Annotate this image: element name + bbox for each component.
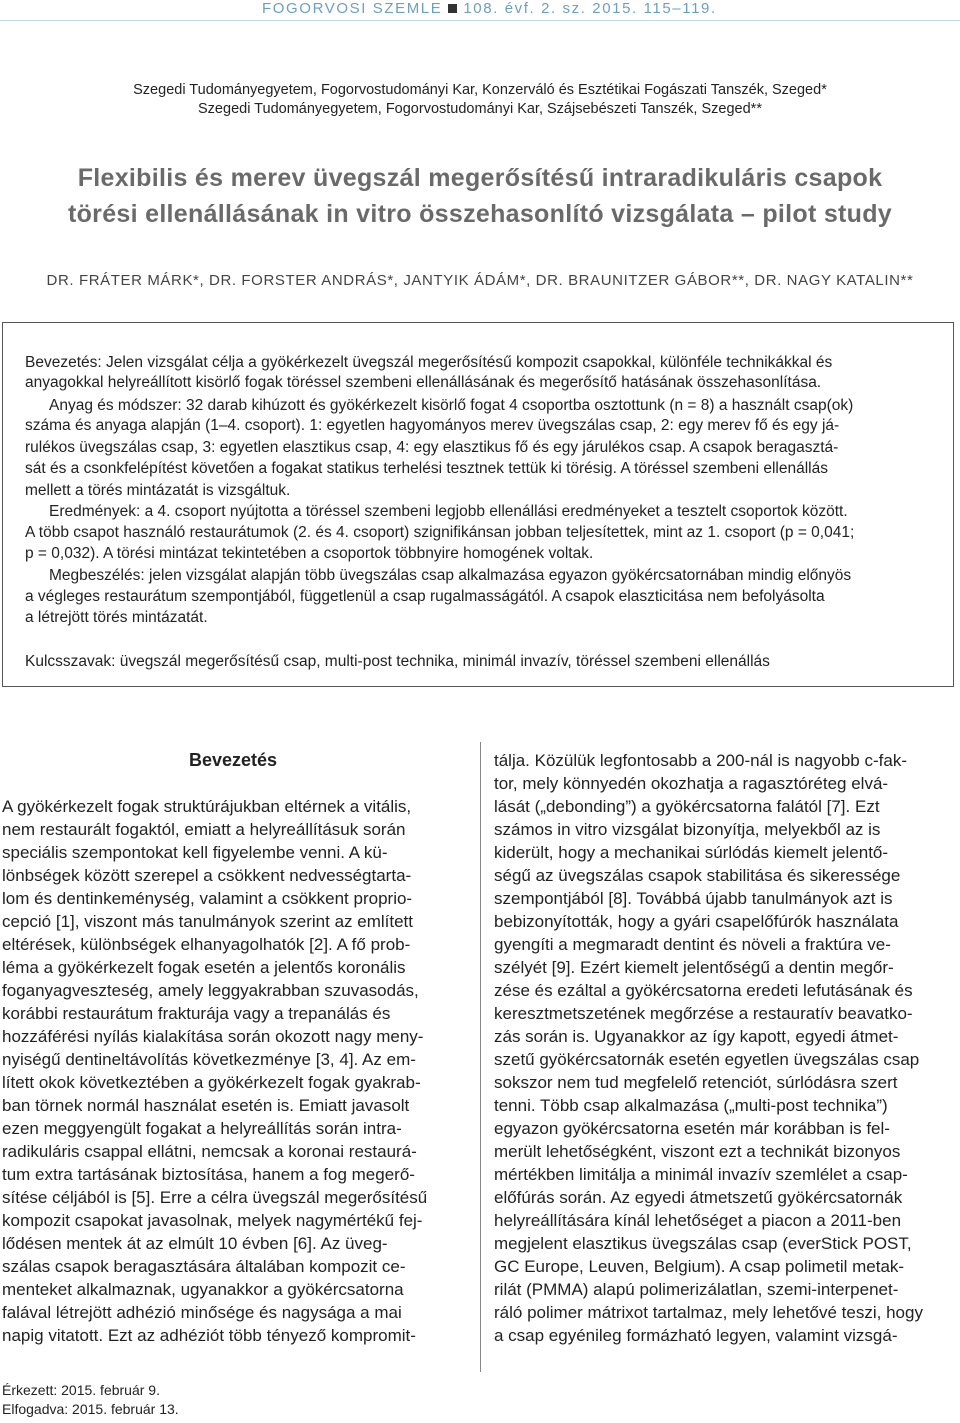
body-line: lődésen mentek át az elmúlt 10 évben [6]. Az üveg- (2, 1234, 388, 1253)
body-line: keresztmetszetének megőrzése a restauratív beavatko- (494, 1004, 913, 1023)
running-header (262, 0, 717, 22)
body-line: szempontjából [8]. Továbbá újabb tanulmányok azt is (494, 889, 893, 908)
body-line: tenni. Több csap alkalmazása („multi-post technika”) (494, 1096, 888, 1115)
abstract-line: rulékos üvegszálas csap, 3: egyetlen elasztikus csap, 4: egy elasztikus fő és egy járulékos csap. A csapok beragasztá- (25, 439, 839, 456)
affiliation-1: Szegedi Tudományegyetem, Fogorvostudományi Kar, Konzerváló és Esztétikai Fogászati Tanszék, Szeged* (133, 82, 827, 98)
section-heading-bevezetes: Bevezetés (188, 750, 278, 770)
body-line: tum extra tartásának biztosítása, hanem a fog megerő- (2, 1165, 415, 1184)
body-line: szálas csapok beragasztására általában kompozit ce- (2, 1257, 406, 1276)
body-line: ráló polimer mátrixot tartalmaz, mely lehetővé teszi, hogy (494, 1303, 923, 1322)
body-line: speciális szempontokat kell figyelembe venni. A kü- (2, 843, 388, 862)
body-line: gyengíti a megmaradt dentint és növeli a fraktúra ve- (494, 935, 891, 954)
body-line: nyiségű dentineltávolítás következménye [3, 4]. Az em- (2, 1050, 416, 1069)
accepted-date: Elfogadva: 2015. február 13. (2, 1401, 179, 1417)
body-line: ségű az üvegszálas csapok stabilitása és sikeressége (494, 866, 901, 885)
abstract-line: a végleges restaurátum szempontjából, függetlenül a csap rugalmasságától. A csapok elaszticitása nem befolyásolta (25, 588, 825, 605)
body-line: tálja. Közülük legfontosabb a 200-nál is nagyobb c-fak- (494, 751, 907, 770)
abstract-box (2, 322, 954, 687)
abstract-line: a létrejött törés mintázatát. (25, 609, 208, 626)
body-line: cepció [1], viszont más tanulmányok szerint az említett (2, 912, 414, 931)
article-title-line-2: törési ellenállásának in vitro összehasonlító vizsgálata – pilot study (67, 200, 893, 228)
received-date: Érkezett: 2015. február 9. (2, 1382, 160, 1398)
body-line: mértékben limitálja a minimál invazív szemlélet a csap- (494, 1165, 908, 1184)
abstract-line: A több csapot használó restaurátumok (2. és 4. csoport) szignifikánsan jobban teljesítettek, mint az 1. csoport (p = 0,041; (25, 524, 855, 541)
body-line: léma a gyökérkezelt fogak esetén a jelentős koronális (2, 958, 406, 977)
body-line: sítése céljából is [5]. Erre a célra üvegszál megerősítésű (2, 1188, 428, 1207)
body-line: megjelent elasztikus üvegszálas csap (everStick POST, (494, 1234, 912, 1253)
body-line: falával létrejött adhézió minősége és nagysága a mai (2, 1303, 402, 1322)
affiliation-2: Szegedi Tudományegyetem, Fogorvostudományi Kar, Szájsebészeti Tanszék, Szeged** (198, 101, 762, 117)
body-line: ezen meggyengült fogakat a helyreállítás során intra- (2, 1119, 402, 1138)
body-line: előfúrás során. Az egyedi átmetszetű gyökércsatornák (494, 1188, 903, 1207)
body-line: bebizonyították, hogy a gyári csapelőfúrók használata (494, 912, 899, 931)
body-line: korábbi restaurátum frakturája vagy a trepanálás és (2, 1004, 391, 1023)
keywords: Kulcsszavak: üvegszál megerősítésű csap, multi-post technika, minimál invazív, töréssel szembeni ellenállás (25, 653, 770, 670)
abstract-line: Megbeszélés: jelen vizsgálat alapján több üvegszálas csap alkalmazása egyazon gyökércsatornában mindig előnyös (49, 567, 852, 584)
body-line: napig vitatott. Ezt az adhéziót több tényező kompromit- (2, 1326, 416, 1345)
body-line: merült lehetőségként, viszont ezt a technikát bizonyos (494, 1142, 901, 1161)
body-line: zése és ezáltal a gyökércsatorna eredeti lefutásának és (494, 981, 913, 1000)
citation: 108. évf. 2. sz. 2015. 115–119. (463, 0, 717, 17)
article-title-line-1: Flexibilis és merev üvegszál megerősítésű intraradikuláris csapok (77, 164, 883, 192)
body-line: sokszor nem tud megfelelő retenciót, súrlódásra szert (494, 1073, 898, 1092)
abstract-line: Bevezetés: Jelen vizsgálat célja a gyökérkezelt üvegszál megerősítésű kompozit csapokkal, különféle technikákkal és (25, 354, 833, 371)
author-list: DR. FRÁTER MÁRK*, DR. FORSTER ANDRÁS*, JANTYIK ÁDÁM*, DR. BRAUNITZER GÁBOR**, DR. NAGY KATALIN** (46, 272, 914, 289)
square-bullet-icon (448, 4, 457, 13)
abstract-line: mellett a törés mintázatát is vizsgáltuk. (25, 482, 291, 499)
abstract-line: Eredmények: a 4. csoport nyújtotta a töréssel szembeni legjobb ellenállási eredményeket a tesztelt csoportok között. (49, 503, 848, 520)
column-divider (480, 742, 481, 1372)
body-line: a csap egyénileg formázható legyen, valamint vizsgá- (494, 1326, 898, 1345)
body-line: szetű gyökércsatornák esetén egyetlen üvegszálas csap (494, 1050, 920, 1069)
header-rule (0, 20, 960, 21)
body-line: A gyökérkezelt fogak struktúrájukban eltérnek a vitális, (2, 797, 412, 816)
body-line: rilát (PMMA) alapú polimerizálatlan, szemi-interpenet- (494, 1280, 899, 1299)
body-line: számos in vitro vizsgálat bizonyítja, melyekből az is (494, 820, 881, 839)
body-line: helyreállítására kínál lehetőséget a piacon a 2011-ben (494, 1211, 902, 1230)
body-line: eltérések, különbségek elhanyagolhatók [2]. A fő prob- (2, 935, 411, 954)
abstract-line: száma és anyaga alapján (1–4. csoport). 1: egyetlen hagyományos merev üvegszálas csap, 2: egy merev fő és egy já- (25, 417, 840, 434)
body-line: szélyét [9]. Ezért kiemelt jelentőségű a dentin megőr- (494, 958, 894, 977)
abstract-line: sát és a csonkfelépítést követően a fogakat statikus terhelési tesztnek tettük ki törésig. A töréssel szembeni ellenállás (25, 460, 828, 477)
body-line: tor, mely könnyedén okozhatja a ragasztóréteg elvá- (494, 774, 889, 793)
body-line: hozzáférési nyílás kialakítása során okozott nagy meny- (2, 1027, 424, 1046)
body-line: zás során is. Ugyanakkor az így kapott, egyedi átmet- (494, 1027, 899, 1046)
body-line: egyazon gyökércsatorna esetén már korábban is fel- (494, 1119, 890, 1138)
body-line: radikuláris csappal ellátni, nemcsak a koronai restaurá- (2, 1142, 417, 1161)
body-line: lom és dentinkeménység, valamint a csökkent proprio- (2, 889, 413, 908)
body-line: lített okok következtében a gyökérkezelt fogak gyakrab- (2, 1073, 421, 1092)
body-line: ban törnek normál használat esetén is. Emiatt javasolt (2, 1096, 410, 1115)
abstract-line: Anyag és módszer: 32 darab kihúzott és gyökérkezelt kisörlő fogat 4 csoportba osztottunk (n = 8) a használt csap(ok) (49, 397, 854, 414)
body-line: lását („debonding”) a gyökércsatorna falától [7]. Ezt (494, 797, 880, 816)
abstract-line: anyagokkal helyreállított kisörlő fogak töréssel szembeni ellenállásának és megerősítő hatásának összehasonlítása. (25, 374, 822, 391)
body-line: menteket alkalmaznak, ugyanakkor a gyökércsatorna (2, 1280, 404, 1299)
body-line: GC Europe, Leuven, Belgium). A csap polimetil metak- (494, 1257, 905, 1276)
journal-name: FOGORVOSI SZEMLE (262, 0, 443, 17)
body-line: nem restaurált fogaktól, emiatt a helyreállításuk során (2, 820, 406, 839)
body-line: kompozit csapokat javasolnak, melyek nagymértékű fej- (2, 1211, 423, 1230)
body-line: lönbségek között szerepel a csökkent nedvességtarta- (2, 866, 412, 885)
body-line: kiderült, hogy a mechanikai súrlódás kiemelt jelentő- (494, 843, 889, 862)
abstract-line: p = 0,032). A törési mintázat tekintetében a csoportok többnyire homogének voltak. (25, 545, 594, 562)
body-line: foganyagveszteség, amely leggyakrabban szuvasodás, (2, 981, 419, 1000)
